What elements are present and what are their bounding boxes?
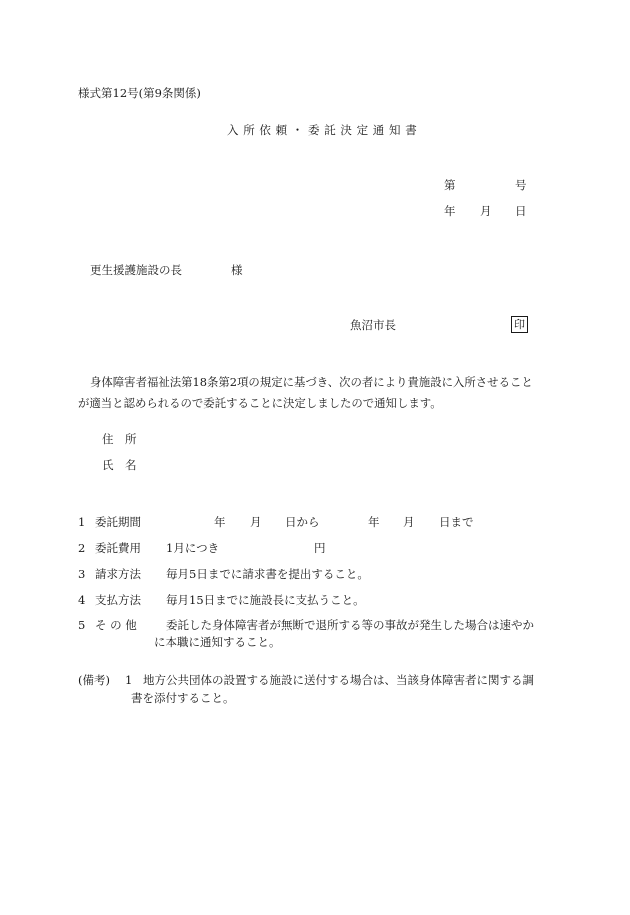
remarks-text-2: 書を添付すること。 bbox=[131, 691, 235, 705]
item-4-label: 支払方法 bbox=[95, 593, 141, 607]
item-1-to-month: 月 bbox=[403, 515, 415, 529]
date-year: 年 bbox=[444, 204, 456, 218]
address-label: 住 所 bbox=[102, 432, 137, 446]
item-4-num: 4 bbox=[78, 593, 86, 607]
item-1-to-day: 日まで bbox=[439, 515, 474, 529]
ref-go: 号 bbox=[515, 178, 527, 192]
remarks-num: 1 bbox=[125, 673, 133, 687]
remarks-text-1: 地方公共団体の設置する施設に送付する場合は、当該身体障害者に関する調 bbox=[143, 673, 534, 687]
item-1-to-year: 年 bbox=[368, 515, 380, 529]
item-5-label: そ の 他 bbox=[95, 618, 137, 632]
item-1-from-month: 月 bbox=[250, 515, 262, 529]
date-month: 月 bbox=[480, 204, 492, 218]
item-4-text: 毎月15日までに施設長に支払うこと。 bbox=[166, 593, 365, 607]
item-1-label: 委託期間 bbox=[95, 515, 141, 529]
remarks-label: (備考) bbox=[78, 673, 110, 687]
body-line-2: が適当と認められるので委託することに決定しましたので通知します。 bbox=[78, 396, 442, 410]
date-day: 日 bbox=[515, 204, 527, 218]
addressee-name: 更生援護施設の長 bbox=[90, 263, 182, 277]
item-3-text: 毎月5日までに請求書を提出すること。 bbox=[166, 567, 369, 581]
item-2-num: 2 bbox=[78, 541, 86, 555]
item-3-label: 請求方法 bbox=[95, 567, 141, 581]
body-line-1: 身体障害者福祉法第18条第2項の規定に基づき、次の者により貴施設に入所させること bbox=[90, 375, 533, 389]
item-2-label: 委託費用 bbox=[95, 541, 141, 555]
form-id: 様式第12号(第9条関係) bbox=[78, 86, 201, 100]
ref-dai: 第 bbox=[444, 178, 456, 192]
seal-mark: 印 bbox=[511, 316, 528, 333]
item-1-from-day: 日から bbox=[285, 515, 320, 529]
sender-name: 魚沼市長 bbox=[350, 318, 396, 332]
item-5-text-2: に本職に通知すること。 bbox=[154, 635, 281, 649]
item-1-num: 1 bbox=[78, 515, 86, 529]
item-2-per: 1月につき bbox=[166, 541, 220, 555]
item-1-from-year: 年 bbox=[214, 515, 226, 529]
item-3-num: 3 bbox=[78, 567, 86, 581]
addressee-honorific: 様 bbox=[231, 263, 243, 277]
item-5-num: 5 bbox=[78, 618, 86, 632]
item-2-unit: 円 bbox=[314, 541, 326, 555]
document-title: 入所依頼・委託決定通知書 bbox=[227, 123, 422, 137]
name-label: 氏 名 bbox=[102, 458, 137, 472]
item-5-text-1: 委託した身体障害者が無断で退所する等の事故が発生した場合は速やか bbox=[166, 618, 534, 632]
